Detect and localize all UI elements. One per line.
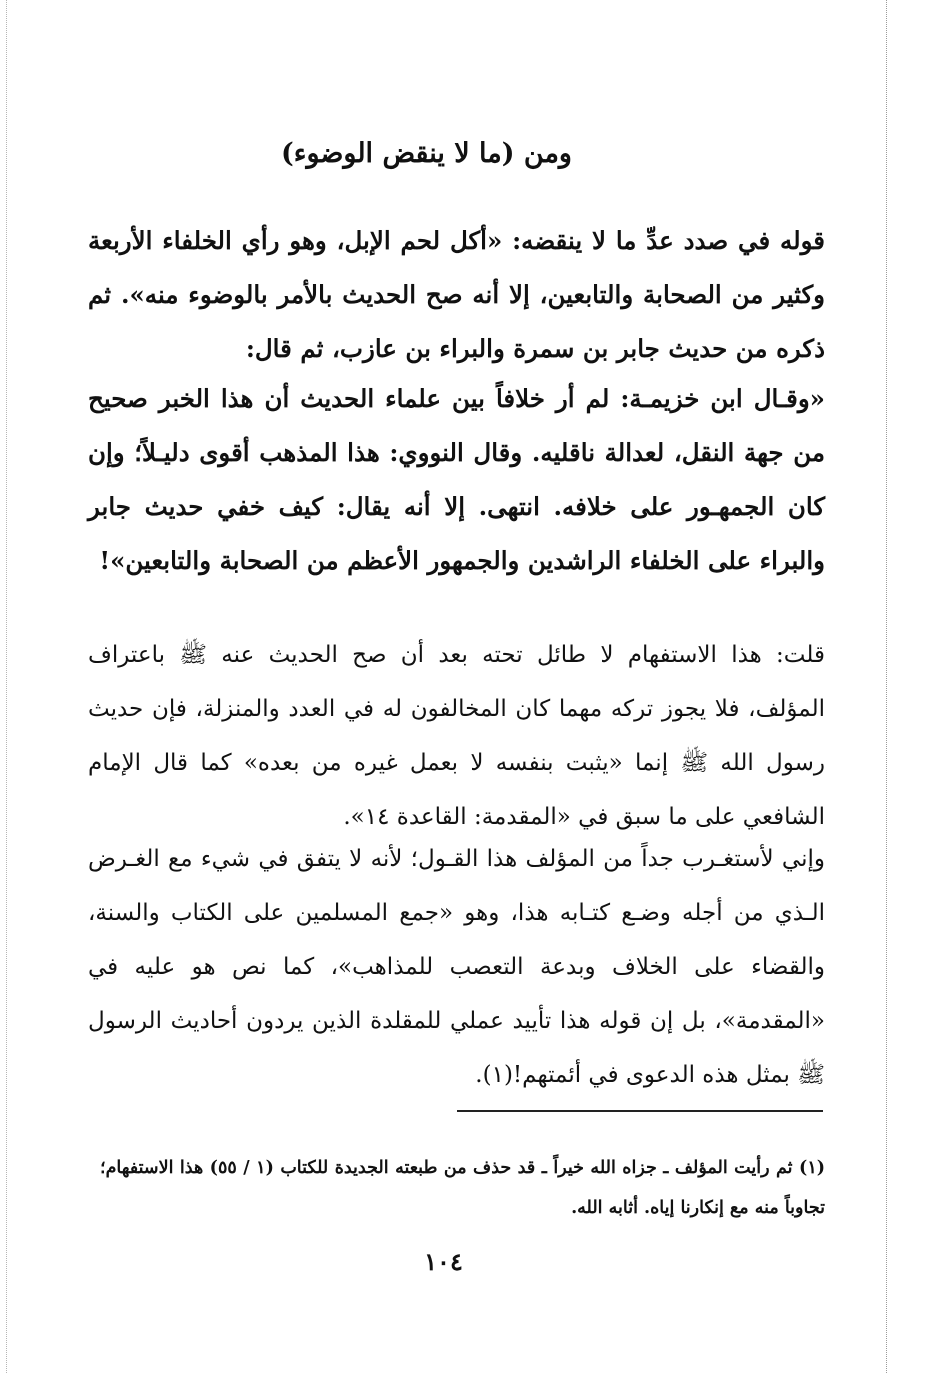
paragraph-quote-ibn-khuzaymah: «وقـال ابن خزيمـة: لم أر خلافاً بين علماء الحديث أن هذا الخبر صحيح من جهة النقل، لعدالة ناقليه. وقال النووي: هذا المذهب أقوى دليـلاً؛ وإن كان الجمهـور على خلافه. انتهى. إلا أنه يقال: كيف خفي حديث جابر والبراء على الخلفاء الراشدين والجمهور الأعظم من الصحابة والتابعين»!: [88, 384, 825, 575]
footnote-separator: [457, 1110, 823, 1112]
section-heading: ومن (ما لا ينقض الوضوء): [281, 138, 572, 169]
paragraph-commentary-2: وإني لأستغـرب جداً من المؤلف هذا القـول؛ لأنه لا يتفق في شيء مع الغـرض الـذي من أجله وضـع كتـابه هذا، وهو «جمع المسلمين على الكتاب والسنة، والقضاء على الخلاف وبدعة التعصب للمذاهب»، كما نص هو عليه في «المقدمة»، بل إن قوله هذا تأييد عملي للمقلدة الذين يردون أحاديث الرسول ﷺ بمثل هذه الدعوى في أئمتهم!(١).: [88, 846, 825, 1088]
paragraph-commentary-1: قلت: هذا الاستفهام لا طائل تحته بعد أن صح الحديث عنه ﷺ باعتراف المؤلف، فلا يجوز تركه مهما كان المخالفون له في العدد والمنزلة، فإن حديث رسول الله ﷺ إنما «يثبت بنفسه لا بعمل غيره من بعده» كما قال الإمام الشافعي على ما سبق في «المقدمة: القاعدة ١٤».: [88, 642, 825, 830]
scan-edge-right: [886, 0, 887, 1373]
page-number: ١٠٤: [424, 1247, 463, 1276]
footnote: (١) ثم رأيت المؤلف ـ جزاه الله خيراً ـ قد حذف من طبعته الجديدة للكتاب (١ / ٥٥) هذا الاستفهام؛ تجاوباً منه مع إنكارنا إياه. أثابه الله.: [100, 1158, 825, 1218]
paragraph-quote-intro: قوله في صدد عدِّ ما لا ينقضه: «أكل لحم الإبل، وهو رأي الخلفاء الأربعة وكثير من الصحابة والتابعين، إلا أنه صح الحديث بالأمر بالوضوء منه». ثم ذكره من حديث جابر بن سمرة والبراء بن عازب، ثم قال:: [88, 226, 825, 363]
scan-edge-left: [6, 0, 7, 1373]
